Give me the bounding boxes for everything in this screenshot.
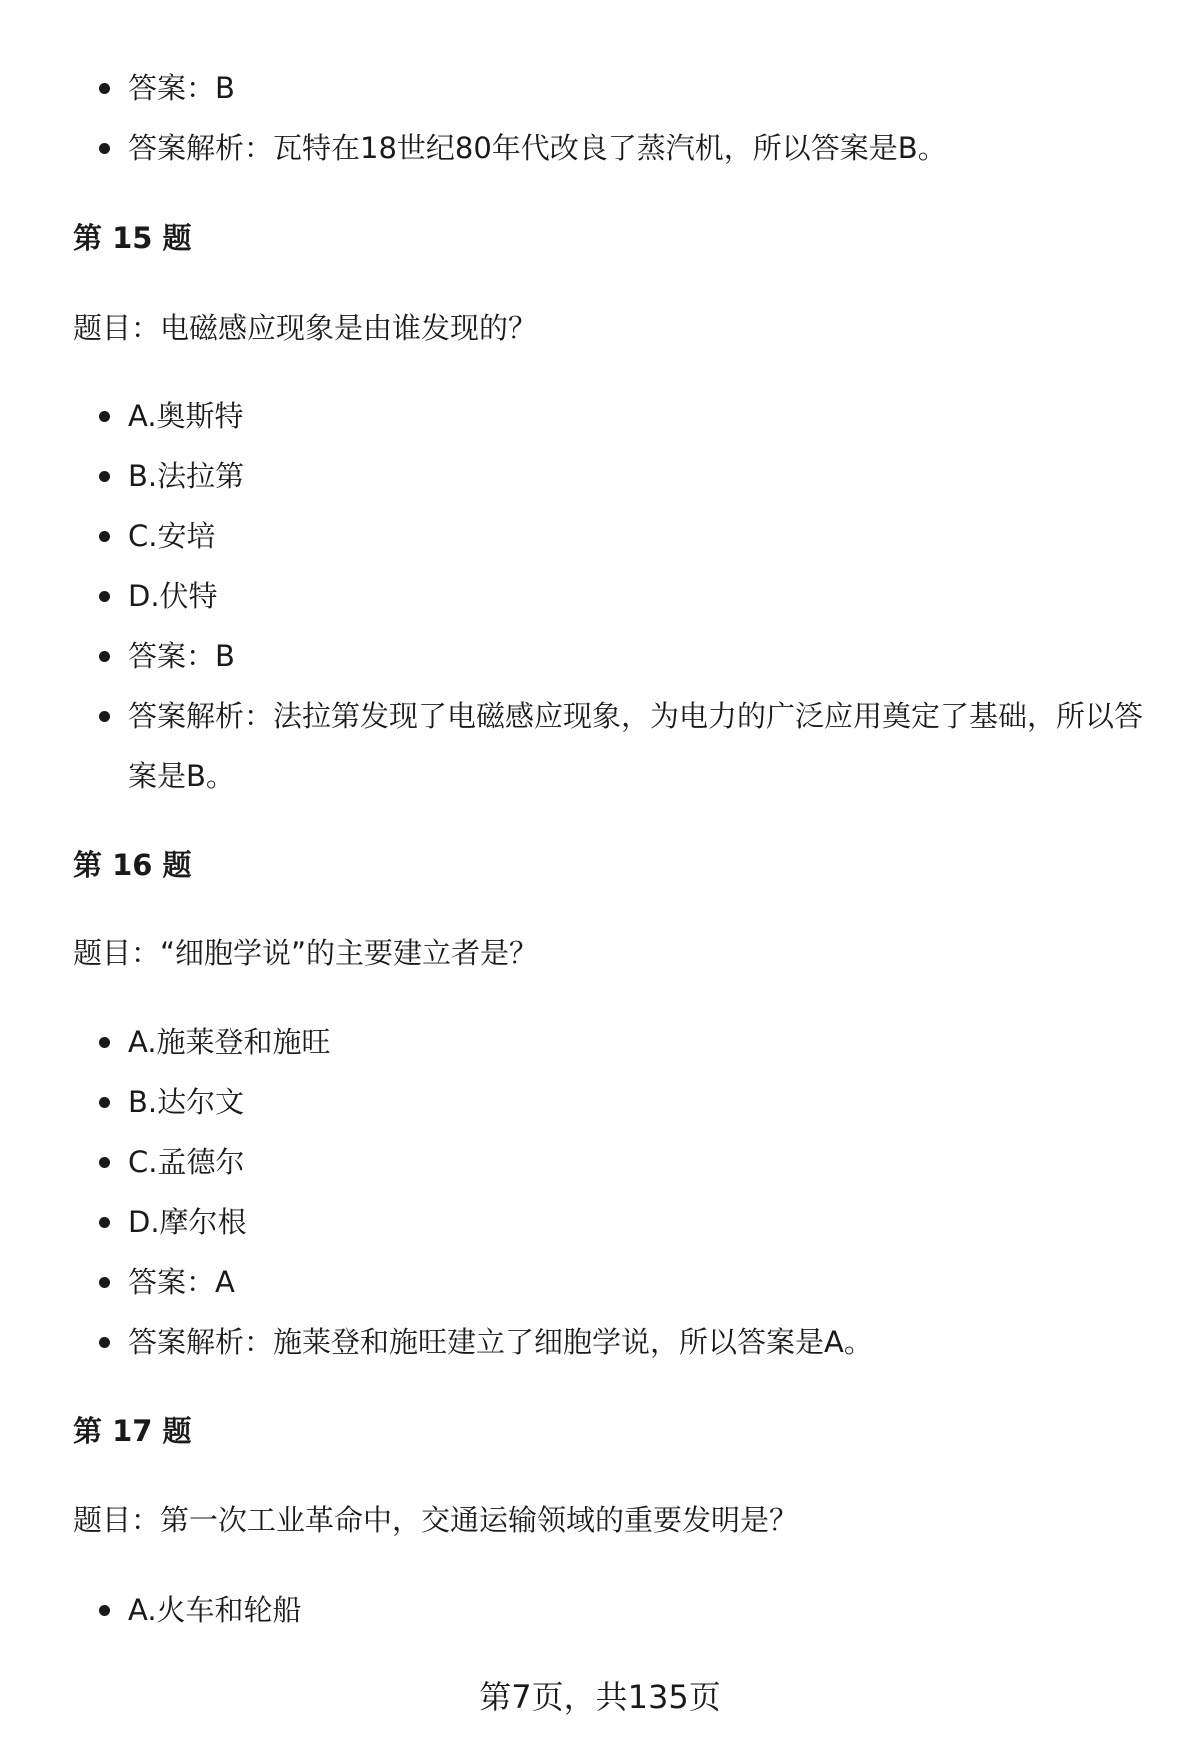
list-item: C.孟德尔 [73, 1132, 1153, 1192]
list-item: C.安培 [73, 506, 1153, 566]
list-item: D.伏特 [73, 566, 1153, 626]
page-number-footer: 第7页，共135页 [479, 1678, 721, 1716]
question-text: 题目：“细胞学说”的主要建立者是？ [73, 936, 539, 970]
list-item: 答案解析：瓦特在18世纪80年代改良了蒸汽机，所以答案是B。 [73, 118, 1153, 178]
question-text: 题目：第一次工业革命中，交通运输领域的重要发明是？ [73, 1503, 799, 1537]
list-item: D.摩尔根 [73, 1192, 1153, 1252]
list-item: 答案解析：法拉第发现了电磁感应现象，为电力的广泛应用奠定了基础，所以答案是B。 [73, 686, 1153, 806]
list-item: A.施莱登和施旺 [73, 1012, 1153, 1072]
list-item: 答案：B [73, 58, 1153, 118]
list-item: 答案：A [73, 1252, 1153, 1312]
question-heading: 第 17 题 [73, 1414, 192, 1448]
question-heading: 第 15 题 [73, 221, 192, 255]
list-item: A.火车和轮船 [73, 1580, 1153, 1640]
list-item: 答案解析：施莱登和施旺建立了细胞学说，所以答案是A。 [73, 1312, 1153, 1372]
option-list [73, 386, 1153, 806]
question-heading: 第 16 题 [73, 848, 192, 882]
option-list [73, 1012, 1153, 1372]
option-list [73, 1580, 1153, 1640]
question-text: 题目：电磁感应现象是由谁发现的？ [73, 311, 538, 345]
list-item: A.奥斯特 [73, 386, 1153, 446]
list-item: B.达尔文 [73, 1072, 1153, 1132]
list-item: B.法拉第 [73, 446, 1153, 506]
list-item: 答案：B [73, 626, 1153, 686]
continued-answer-list [73, 58, 1153, 178]
